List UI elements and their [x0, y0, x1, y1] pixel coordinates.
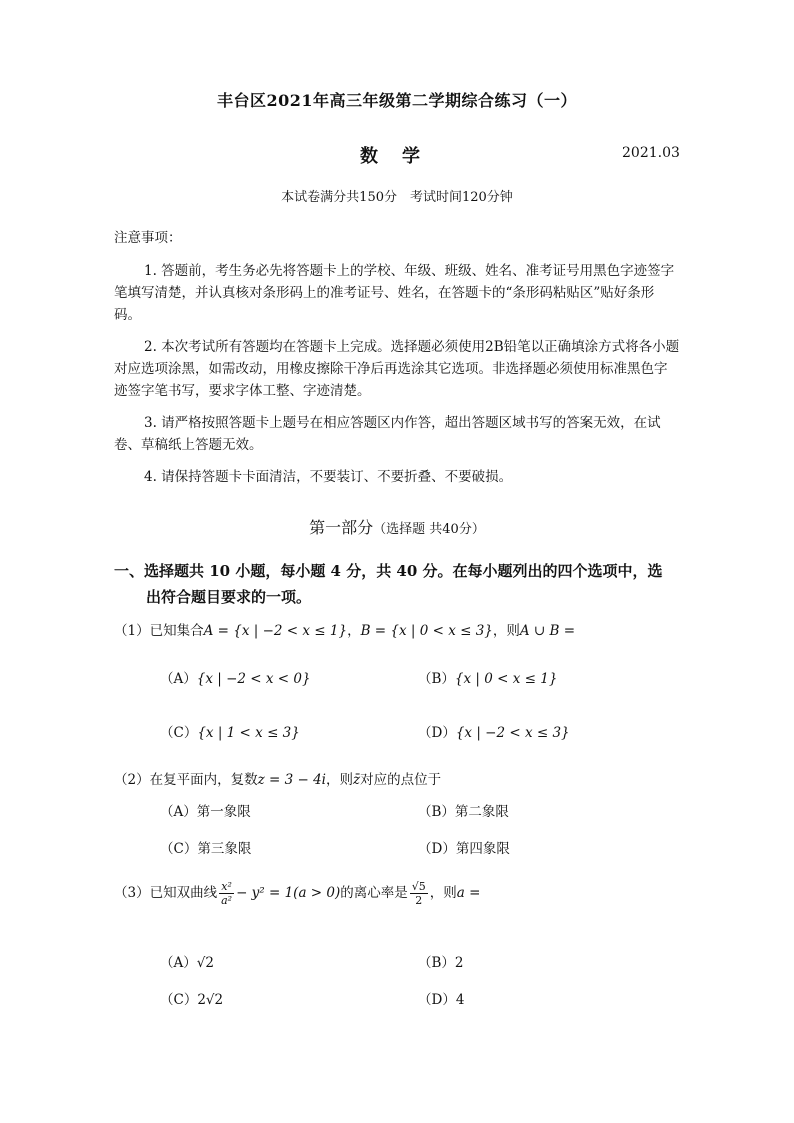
stem-math: A ∪ B =: [519, 623, 576, 639]
fraction-denominator: a²: [221, 894, 233, 907]
stem-math: − y² = 1(a > 0): [236, 885, 341, 901]
option-text: {x | 1 < x ≤ 3}: [197, 725, 300, 741]
stem-math: B = {x | 0 < x ≤ 3}: [360, 623, 493, 639]
option-label: （B）: [418, 804, 455, 820]
note-item: 4. 请保持答题卡卡面清洁，不要装订、不要折叠、不要破损。: [144, 469, 513, 485]
option-text: {x | −2 < x < 0}: [196, 671, 311, 687]
option-label: （D）: [418, 725, 456, 741]
question-3-stem: [114, 880, 480, 907]
subject-title: 数学: [360, 146, 444, 167]
option-label: （B）: [418, 671, 455, 687]
option-a: [160, 667, 311, 687]
option-text: {x | −2 < x ≤ 3}: [455, 725, 570, 741]
option-text: √2: [196, 955, 214, 971]
option-label: （C）: [160, 725, 198, 741]
option-text: 2: [454, 955, 464, 971]
stem-text: ，则: [429, 885, 457, 901]
option-d: [418, 837, 510, 857]
option-a: [160, 951, 214, 971]
notes-heading: 注意事项：: [114, 230, 182, 246]
option-text: 第四象限: [455, 841, 510, 857]
option-c: [160, 837, 251, 857]
option-text: 4: [455, 992, 465, 1008]
section-line: 一、选择题共 10 小题，每小题 4 分，共 40 分。在每小题列出的四个选项中，选: [114, 562, 663, 580]
fraction: [410, 880, 428, 907]
option-label: （C）: [160, 841, 198, 857]
option-label: （D）: [418, 992, 456, 1008]
exam-meta: 本试卷满分共150分 考试时间120分钟: [281, 190, 513, 205]
question-1-stem: [114, 619, 575, 639]
note-item: 2. 本次考试所有答题均在答题卡上完成。选择题必须使用2B铅笔以正确填涂方式将各小题对应选项涂黑，如需改动，用橡皮擦除干净后再选涂其它选项。非选择题必须使用标准黑色字迹签字笔书写，要求字体工整、字迹清楚。: [114, 339, 680, 399]
option-label: （B）: [418, 955, 455, 971]
stem-text: ，则: [326, 772, 353, 788]
stem-text: （3）已知双曲线: [114, 885, 218, 901]
option-label: （A）: [160, 804, 197, 820]
stem-text: ，则: [492, 623, 520, 639]
option-label: （D）: [418, 841, 456, 857]
option-text: 第一象限: [196, 804, 251, 820]
stem-math: z = 3 − 4i: [257, 772, 326, 788]
option-d: [418, 988, 464, 1008]
stem-math: A = {x | −2 < x ≤ 1}: [203, 623, 348, 639]
fraction-denominator: 2: [415, 894, 423, 907]
option-b: [418, 951, 464, 971]
stem-text: 的离心率是: [340, 885, 408, 901]
section-line: 出符合题目要求的一项。: [146, 588, 312, 606]
option-label: （A）: [160, 955, 197, 971]
note-item: 3. 请严格按照答题卡上题号在相应答题区内作答，超出答题区域书写的答案无效，在试卷、草稿纸上答题无效。: [114, 415, 661, 453]
option-b: [418, 667, 557, 687]
stem-math: a =: [456, 885, 481, 901]
section-heading: [114, 558, 686, 610]
part-subtitle: （选择题 共40分）: [373, 522, 485, 537]
option-text: {x | 0 < x ≤ 1}: [454, 671, 558, 687]
stem-text: 对应的点位于: [360, 772, 442, 788]
option-d: [418, 721, 570, 741]
option-text: 第二象限: [454, 804, 509, 820]
option-c: [160, 988, 223, 1008]
stem-text: （1）已知集合: [114, 623, 204, 639]
fraction-numerator: √5: [411, 880, 426, 893]
option-c: [160, 721, 300, 741]
stem-text: （2）在复平面内，复数: [114, 772, 258, 788]
part-title: 第一部分: [309, 518, 374, 537]
note-item: 1. 答题前，考生务必先将答题卡上的学校、年级、班级、姓名、准考证号用黑色字迹签字笔填写清楚，并认真核对条形码上的准考证号、姓名，在答题卡的“条形码粘贴区”贴好条形码。: [114, 263, 675, 323]
option-label: （C）: [160, 992, 198, 1008]
option-text: 2√2: [197, 992, 224, 1008]
exam-date: 2021.03: [622, 145, 680, 161]
part-heading: [0, 515, 794, 538]
stem-math: z̄: [353, 772, 361, 788]
option-b: [418, 800, 509, 820]
exam-title: 丰台区2021年高三年级第二学期综合练习（一）: [216, 91, 578, 110]
fraction: [219, 880, 234, 907]
stem-text: ，: [347, 623, 361, 639]
option-a: [160, 800, 251, 820]
option-label: （A）: [160, 671, 197, 687]
question-2-stem: [114, 768, 441, 788]
fraction-numerator: x²: [219, 880, 234, 894]
option-text: 第三象限: [197, 841, 252, 857]
